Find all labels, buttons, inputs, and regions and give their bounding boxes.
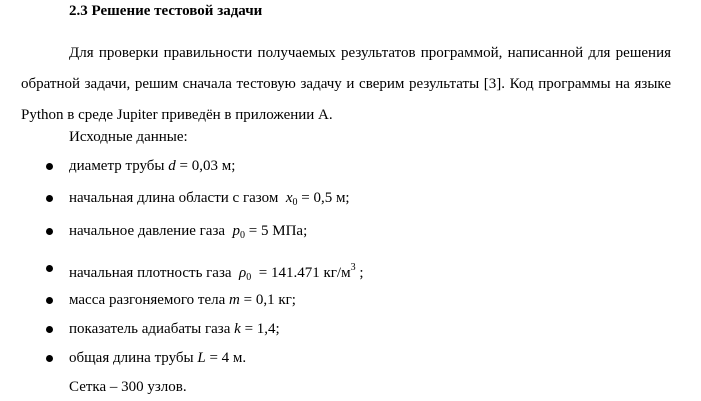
bullet-icon <box>46 326 53 333</box>
list-item: показатель адиабаты газа k = 1,4; <box>69 321 280 337</box>
list-item: общая длина трубы L = 4 м. <box>69 350 247 366</box>
bullet-icon <box>46 355 53 362</box>
bullet-icon <box>46 297 53 304</box>
bullet-icon <box>46 265 53 272</box>
bullet-icon <box>46 228 53 235</box>
bullet-icon <box>46 195 53 202</box>
source-data-label: Исходные данные: <box>69 129 188 145</box>
list-item: начальная плотность газа $\rho_0 = 141.471$ $кг/м^3$ ; <box>69 262 364 283</box>
bullet-icon <box>46 163 53 170</box>
list-item: начальная длина области с газом $x_0 = 0,5$ м; <box>69 190 350 208</box>
section-heading: 2.3 Решение тестовой задачи <box>69 3 263 19</box>
intro-paragraph: Для проверки правильности получаемых результатов программой, написанной для решения обратной задачи, решим сначала тестовую задачу и сверим результаты [3]. Код программы на языке Python в среде Jupiter приведён в приложении А. <box>21 45 671 123</box>
grid-info: Сетка – 300 узлов. <box>69 379 187 395</box>
list-item: диаметр трубы d = 0,03 м; <box>69 158 236 174</box>
list-item: начальное давление газа $p_0 = 5$ МПа; <box>69 223 308 241</box>
list-item: масса разгоняемого тела m = 0,1 кг; <box>69 292 296 308</box>
